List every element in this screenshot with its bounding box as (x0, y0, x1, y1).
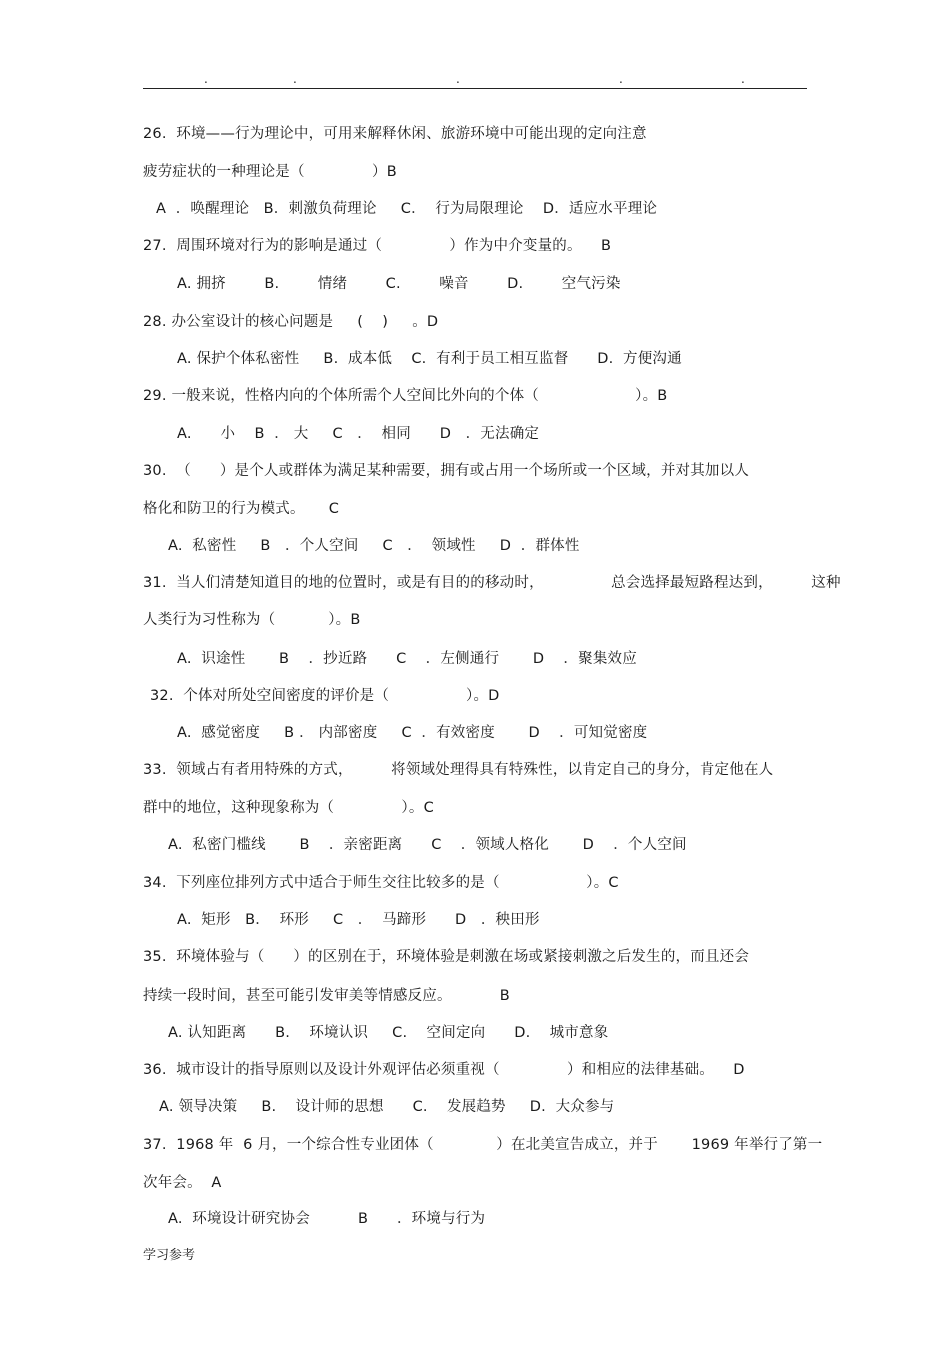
header-dot: . (204, 72, 208, 86)
question-35-text-cont: 持续一段时间，甚至可能引发审美等情感反应。 B (143, 988, 510, 1004)
question-28-options: A. 保护个体私密性 B. 成本低 C. 有利于员工相互监督 D. 方便沟通 (177, 351, 682, 367)
header-dot: . (619, 72, 623, 86)
question-29-options: A. 小 B ． 大 C ． 相同 D ．无法确定 (177, 426, 540, 442)
question-36-options: A. 领导决策 B. 设计师的思想 C. 发展趋势 D. 大众参与 (159, 1099, 615, 1115)
question-37-options: A. 环境设计研究协会 B ．环境与行为 (168, 1211, 486, 1227)
question-32-options: A. 感觉密度 B ． 内部密度 C ．有效密度 D ．可知觉密度 (177, 725, 648, 741)
question-37-text: 37. 1968 年 6 月，一个综合性专业团体（ ）在北美宣告成立，并于 1969 年举行了第一 (143, 1137, 823, 1153)
question-26-text-cont: 疲劳症状的一种理论是（ ）B (143, 164, 397, 180)
question-30-text-cont: 格化和防卫的行为模式。 C (143, 501, 340, 517)
question-26-options: A ．唤醒理论 B．刺激负荷理论 C． 行为局限理论 D．适应水平理论 (156, 201, 658, 217)
question-31-text-cont: 人类行为习性称为（ ）。B (143, 612, 361, 628)
question-33-text: 33. 领域占有者用特殊的方式， 将领域处理得具有特殊性，以肯定自己的身分，肯定他在人 (143, 762, 774, 778)
header-dot: . (456, 72, 460, 86)
question-33-text-cont: 群中的地位，这种现象称为（ ）。C (143, 800, 434, 816)
question-27-text: 27. 周围环境对行为的影响是通过（ ）作为中介变量的。 B (143, 238, 612, 254)
question-26-text: 26. 环境——行为理论中，可用来解释休闲、旅游环境中可能出现的定向注意 (143, 126, 647, 142)
question-30-text: 30. （ ）是个人或群体为满足某种需要，拥有或占用一个场所或一个区域，并对其加以人 (143, 463, 750, 479)
question-30-options: A. 私密性 B ．个人空间 C ． 领域性 D ．群体性 (168, 538, 580, 554)
header-rule (143, 88, 807, 89)
question-31-text: 31. 当人们清楚知道目的地的位置时，或是有目的的移动时， 总会选择最短路程达到， 这种 (143, 575, 841, 591)
header-dot: . (741, 72, 745, 86)
question-32-text: 32. 个体对所处空间密度的评价是（ ）。D (150, 688, 500, 704)
question-34-options: A. 矩形 B． 环形 C ． 马蹄形 D ．秧田形 (177, 912, 540, 928)
page-footer: 学习参考 (143, 1248, 196, 1263)
question-33-options: A. 私密门槛线 B ．亲密距离 C ．领域人格化 D ．个人空间 (168, 837, 687, 853)
question-34-text: 34. 下列座位排列方式中适合于师生交往比较多的是（ ）。C (143, 875, 619, 891)
header-dot: . (293, 72, 297, 86)
question-35-options: A. 认知距离 B. 环境认识 C. 空间定向 D. 城市意象 (168, 1025, 609, 1041)
question-31-options: A. 识途性 B ．抄近路 C ．左侧通行 D ．聚集效应 (177, 651, 637, 667)
question-35-text: 35. 环境体验与（ ）的区别在于，环境体验是刺激在场或紧接刺激之后发生的，而且还会 (143, 949, 750, 965)
question-37-text-cont: 次年会。 A (143, 1175, 222, 1191)
question-27-options: A. 拥挤 B. 情绪 C. 噪音 D. 空气污染 (177, 276, 621, 292)
question-29-text: 29. 一般来说，性格内向的个体所需个人空间比外向的个体（ ）。B (143, 388, 668, 404)
question-28-text: 28. 办公室设计的核心问题是 ( ) 。D (143, 314, 439, 330)
question-36-text: 36. 城市设计的指导原则以及设计外观评估必须重视（ ）和相应的法律基础。 D (143, 1062, 745, 1078)
